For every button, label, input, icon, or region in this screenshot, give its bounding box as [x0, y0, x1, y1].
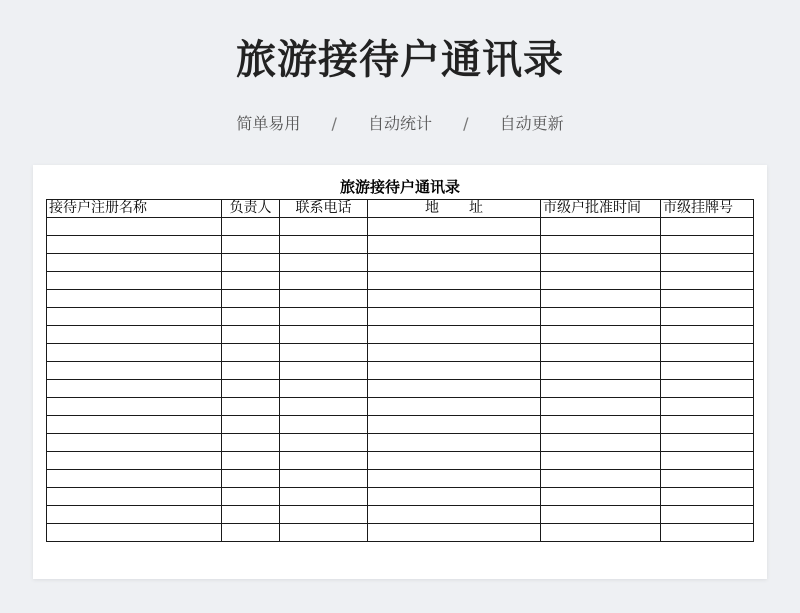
table-cell	[222, 470, 280, 488]
table-cell	[368, 218, 541, 236]
table-cell	[222, 416, 280, 434]
table-cell	[541, 326, 661, 344]
table-cell	[661, 488, 754, 506]
table-cell	[47, 344, 222, 362]
feature-easy-to-use: 简单易用	[236, 114, 301, 133]
table-row	[47, 524, 754, 542]
table-cell	[368, 290, 541, 308]
table-cell	[661, 524, 754, 542]
table-cell	[661, 344, 754, 362]
table-cell	[280, 326, 368, 344]
table-row	[47, 488, 754, 506]
table-cell	[661, 290, 754, 308]
table-cell	[47, 326, 222, 344]
table-cell	[222, 272, 280, 290]
table-cell	[661, 236, 754, 254]
table-cell	[661, 398, 754, 416]
table-cell	[368, 326, 541, 344]
table-row	[47, 362, 754, 380]
table-cell	[222, 236, 280, 254]
table-cell	[661, 362, 754, 380]
table-cell	[222, 326, 280, 344]
table-cell	[541, 416, 661, 434]
table-cell	[280, 254, 368, 272]
table-row	[47, 470, 754, 488]
table-row	[47, 344, 754, 362]
table-cell	[541, 380, 661, 398]
table-row	[47, 254, 754, 272]
table-cell	[368, 344, 541, 362]
table-cell	[368, 254, 541, 272]
table-row	[47, 290, 754, 308]
table-cell	[661, 452, 754, 470]
table-cell	[368, 308, 541, 326]
table-cell	[661, 254, 754, 272]
table-cell	[368, 452, 541, 470]
table-cell	[368, 434, 541, 452]
table-cell	[280, 272, 368, 290]
table-cell	[368, 362, 541, 380]
column-header-phone: 联系电话	[280, 200, 368, 218]
table-cell	[661, 434, 754, 452]
table-row	[47, 326, 754, 344]
table-row	[47, 218, 754, 236]
table-cell	[222, 290, 280, 308]
table-cell	[541, 434, 661, 452]
table-cell	[661, 380, 754, 398]
table-cell	[541, 308, 661, 326]
feature-list	[0, 113, 800, 135]
table-cell	[541, 290, 661, 308]
table-cell	[47, 470, 222, 488]
table-row	[47, 308, 754, 326]
table-cell	[47, 272, 222, 290]
table-cell	[280, 452, 368, 470]
table-cell	[222, 506, 280, 524]
table-row	[47, 380, 754, 398]
table-cell	[222, 398, 280, 416]
table-cell	[280, 290, 368, 308]
table-cell	[661, 506, 754, 524]
table-cell	[541, 272, 661, 290]
table-cell	[47, 290, 222, 308]
table-cell	[280, 344, 368, 362]
table-cell	[280, 380, 368, 398]
table-row	[47, 398, 754, 416]
table-cell	[47, 488, 222, 506]
table-cell	[280, 398, 368, 416]
table-cell	[47, 254, 222, 272]
table-body	[47, 218, 754, 542]
table-cell	[280, 470, 368, 488]
table-cell	[47, 218, 222, 236]
table-cell	[280, 506, 368, 524]
table-cell	[661, 308, 754, 326]
table-cell	[368, 236, 541, 254]
table-cell	[661, 218, 754, 236]
table-cell	[222, 488, 280, 506]
table-cell	[280, 434, 368, 452]
column-header-name: 接待户注册名称	[47, 200, 222, 218]
feature-auto-update: 自动更新	[499, 114, 564, 133]
table-cell	[368, 380, 541, 398]
table-cell	[47, 434, 222, 452]
separator: /	[331, 114, 337, 133]
column-header-address: 地址	[368, 200, 541, 218]
table-cell	[280, 236, 368, 254]
table-cell	[47, 524, 222, 542]
page-title: 旅游接待户通讯录	[236, 37, 564, 83]
table-row	[47, 452, 754, 470]
column-header-plate-number: 市级挂牌号	[661, 200, 754, 218]
feature-auto-statistics: 自动统计	[367, 114, 432, 133]
separator: /	[463, 114, 469, 133]
table-cell	[661, 416, 754, 434]
table-cell	[541, 254, 661, 272]
table-cell	[541, 344, 661, 362]
table-cell	[368, 416, 541, 434]
table-cell	[541, 470, 661, 488]
table-row	[47, 272, 754, 290]
table-cell	[222, 434, 280, 452]
table-cell	[280, 218, 368, 236]
table-row	[47, 416, 754, 434]
table-cell	[368, 272, 541, 290]
table-cell	[47, 236, 222, 254]
table-cell	[222, 218, 280, 236]
table-cell	[47, 506, 222, 524]
column-header-approval-date: 市级户批准时间	[541, 200, 661, 218]
table-cell	[541, 236, 661, 254]
table-cell	[47, 416, 222, 434]
table-cell	[280, 488, 368, 506]
spreadsheet-preview	[33, 165, 767, 579]
table-cell	[222, 524, 280, 542]
table-cell	[661, 272, 754, 290]
table-row	[47, 236, 754, 254]
table-row	[47, 434, 754, 452]
table-cell	[368, 470, 541, 488]
table-cell	[47, 308, 222, 326]
table-cell	[47, 398, 222, 416]
table-cell	[541, 398, 661, 416]
table-cell	[47, 380, 222, 398]
table-cell	[541, 362, 661, 380]
table-cell	[368, 488, 541, 506]
contact-table	[46, 199, 754, 542]
table-cell	[368, 506, 541, 524]
table-cell	[222, 344, 280, 362]
table-cell	[47, 452, 222, 470]
table-row	[47, 506, 754, 524]
table-cell	[541, 218, 661, 236]
table-cell	[541, 524, 661, 542]
sheet-title: 旅游接待户通讯录	[339, 178, 460, 196]
table-cell	[661, 326, 754, 344]
table-cell	[368, 524, 541, 542]
table-header-row	[47, 200, 754, 218]
table-cell	[280, 416, 368, 434]
table-cell	[368, 398, 541, 416]
table-cell	[222, 308, 280, 326]
table-cell	[222, 452, 280, 470]
table-cell	[280, 308, 368, 326]
table-cell	[280, 524, 368, 542]
table-cell	[222, 254, 280, 272]
table-cell	[222, 380, 280, 398]
table-cell	[541, 488, 661, 506]
table-cell	[661, 470, 754, 488]
table-cell	[280, 362, 368, 380]
table-cell	[222, 362, 280, 380]
column-header-person-in-charge: 负责人	[222, 200, 280, 218]
table-cell	[541, 506, 661, 524]
table-cell	[47, 362, 222, 380]
table-cell	[541, 452, 661, 470]
